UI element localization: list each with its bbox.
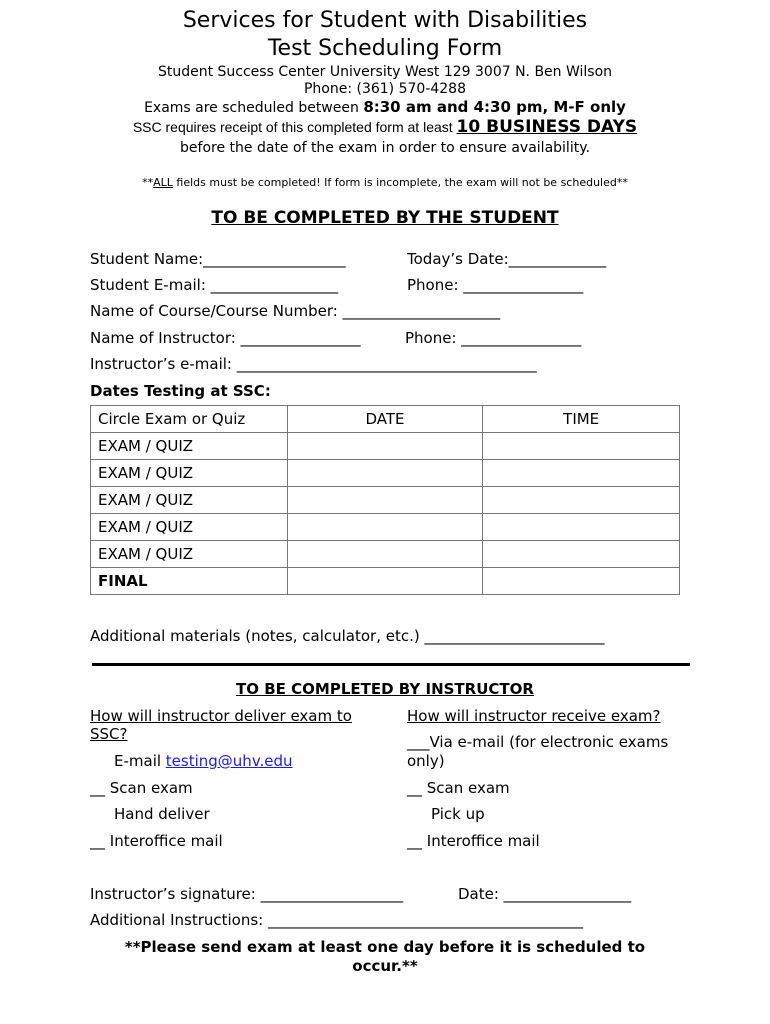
- header-exam-or-quiz: Circle Exam or Quiz: [91, 406, 288, 433]
- date-cell[interactable]: [287, 460, 483, 487]
- time-cell[interactable]: [483, 541, 680, 568]
- signature-date-field[interactable]: Date: _________________: [458, 885, 632, 903]
- receive-question: How will instructor receive exam?: [407, 707, 661, 725]
- receipt-requirement: [0, 117, 770, 137]
- office-address: Student Success Center University West 129 3007 N. Ben Wilson: [157, 64, 613, 80]
- schedule-hours: [0, 98, 770, 116]
- additional-instructions-field[interactable]: Additional Instructions: __________________________________________: [90, 911, 583, 929]
- date-cell[interactable]: [287, 514, 483, 541]
- receive-scan-option[interactable]: __ Scan exam: [407, 779, 510, 797]
- course-field[interactable]: Name of Course/Course Number: _____________________: [90, 302, 501, 320]
- exam-quiz-cell[interactable]: EXAM / QUIZ: [91, 514, 288, 541]
- note-all: ALL: [153, 176, 173, 189]
- footer-note-line2: occur.**: [352, 957, 418, 975]
- student-name-field[interactable]: Student Name:___________________: [90, 250, 346, 268]
- additional-materials-field[interactable]: Additional materials (notes, calculator, etc.) ________________________: [90, 627, 605, 645]
- table-header-row: [91, 406, 680, 433]
- instructor-signature-field[interactable]: Instructor’s signature: ___________________: [90, 885, 404, 903]
- table-row: [91, 487, 680, 514]
- testing-dates-table: [90, 405, 680, 595]
- todays-date-field[interactable]: Today’s Date:_____________: [407, 250, 607, 268]
- date-cell[interactable]: [287, 487, 483, 514]
- table-row: [91, 514, 680, 541]
- time-cell[interactable]: [483, 460, 680, 487]
- completion-note: [0, 176, 770, 189]
- business-days: 10 BUSINESS DAYS: [456, 117, 638, 137]
- note-suffix: fields must be completed! If form is incomplete, the exam will not be scheduled**: [172, 176, 628, 189]
- exam-quiz-cell[interactable]: EXAM / QUIZ: [91, 433, 288, 460]
- receipt-prefix: SSC requires receipt of this completed form at least: [132, 119, 457, 135]
- receive-via-email-line2: only): [407, 752, 445, 770]
- testing-email-link[interactable]: testing@uhv.edu: [165, 752, 293, 770]
- instructor-name-field[interactable]: Name of Instructor: ________________: [90, 329, 361, 347]
- receive-pickup-option[interactable]: Pick up: [431, 805, 485, 823]
- table-row: [91, 568, 680, 595]
- header-date: DATE: [287, 406, 483, 433]
- table-row: [91, 433, 680, 460]
- time-cell[interactable]: [483, 568, 680, 595]
- office-phone: Phone: (361) 570-4288: [303, 81, 467, 97]
- form-title-line2: Test Scheduling Form: [267, 36, 503, 61]
- student-section-heading: TO BE COMPLETED BY THE STUDENT: [211, 208, 559, 228]
- date-cell[interactable]: [287, 541, 483, 568]
- table-row: [91, 541, 680, 568]
- footer-note-line1: **Please send exam at least one day before it is scheduled to: [124, 938, 646, 956]
- deliver-email-option[interactable]: [114, 752, 293, 770]
- schedule-prefix: Exams are scheduled between: [144, 100, 364, 116]
- date-cell[interactable]: [287, 568, 483, 595]
- email-label: E-mail: [114, 752, 166, 770]
- instructor-email-field[interactable]: Instructor’s e-mail: ________________________________________: [90, 355, 537, 373]
- exam-quiz-cell[interactable]: EXAM / QUIZ: [91, 460, 288, 487]
- schedule-hours-bold: 8:30 am and 4:30 pm, M-F only: [363, 98, 626, 116]
- time-cell[interactable]: [483, 433, 680, 460]
- exam-quiz-cell[interactable]: EXAM / QUIZ: [91, 541, 288, 568]
- student-phone-field[interactable]: Phone: ________________: [407, 276, 584, 294]
- instructor-phone-field[interactable]: Phone: ________________: [405, 329, 582, 347]
- deliver-hand-option[interactable]: Hand deliver: [114, 805, 210, 823]
- deliver-scan-option[interactable]: __ Scan exam: [90, 779, 193, 797]
- table-row: [91, 460, 680, 487]
- header-time: TIME: [483, 406, 680, 433]
- deliver-interoffice-option[interactable]: __ Interoffice mail: [90, 832, 223, 850]
- section-divider: [92, 663, 690, 666]
- dates-testing-heading: Dates Testing at SSC:: [90, 382, 271, 400]
- instructor-section-heading: TO BE COMPLETED BY INSTRUCTOR: [236, 680, 534, 698]
- student-email-field[interactable]: Student E-mail: _________________: [90, 276, 339, 294]
- receive-via-email-option[interactable]: ___Via e-mail (for electronic exams: [407, 733, 669, 751]
- final-cell[interactable]: FINAL: [91, 568, 288, 595]
- date-cell[interactable]: [287, 433, 483, 460]
- exam-quiz-cell[interactable]: EXAM / QUIZ: [91, 487, 288, 514]
- form-title-line1: Services for Student with Disabilities: [182, 8, 588, 33]
- receipt-suffix: before the date of the exam in order to ensure availability.: [180, 140, 590, 156]
- deliver-question-line2: SSC?: [90, 725, 128, 743]
- time-cell[interactable]: [483, 514, 680, 541]
- time-cell[interactable]: [483, 487, 680, 514]
- deliver-question-line1: How will instructor deliver exam to: [90, 707, 352, 725]
- receive-interoffice-option[interactable]: __ Interoffice mail: [407, 832, 540, 850]
- note-prefix: **: [142, 176, 154, 189]
